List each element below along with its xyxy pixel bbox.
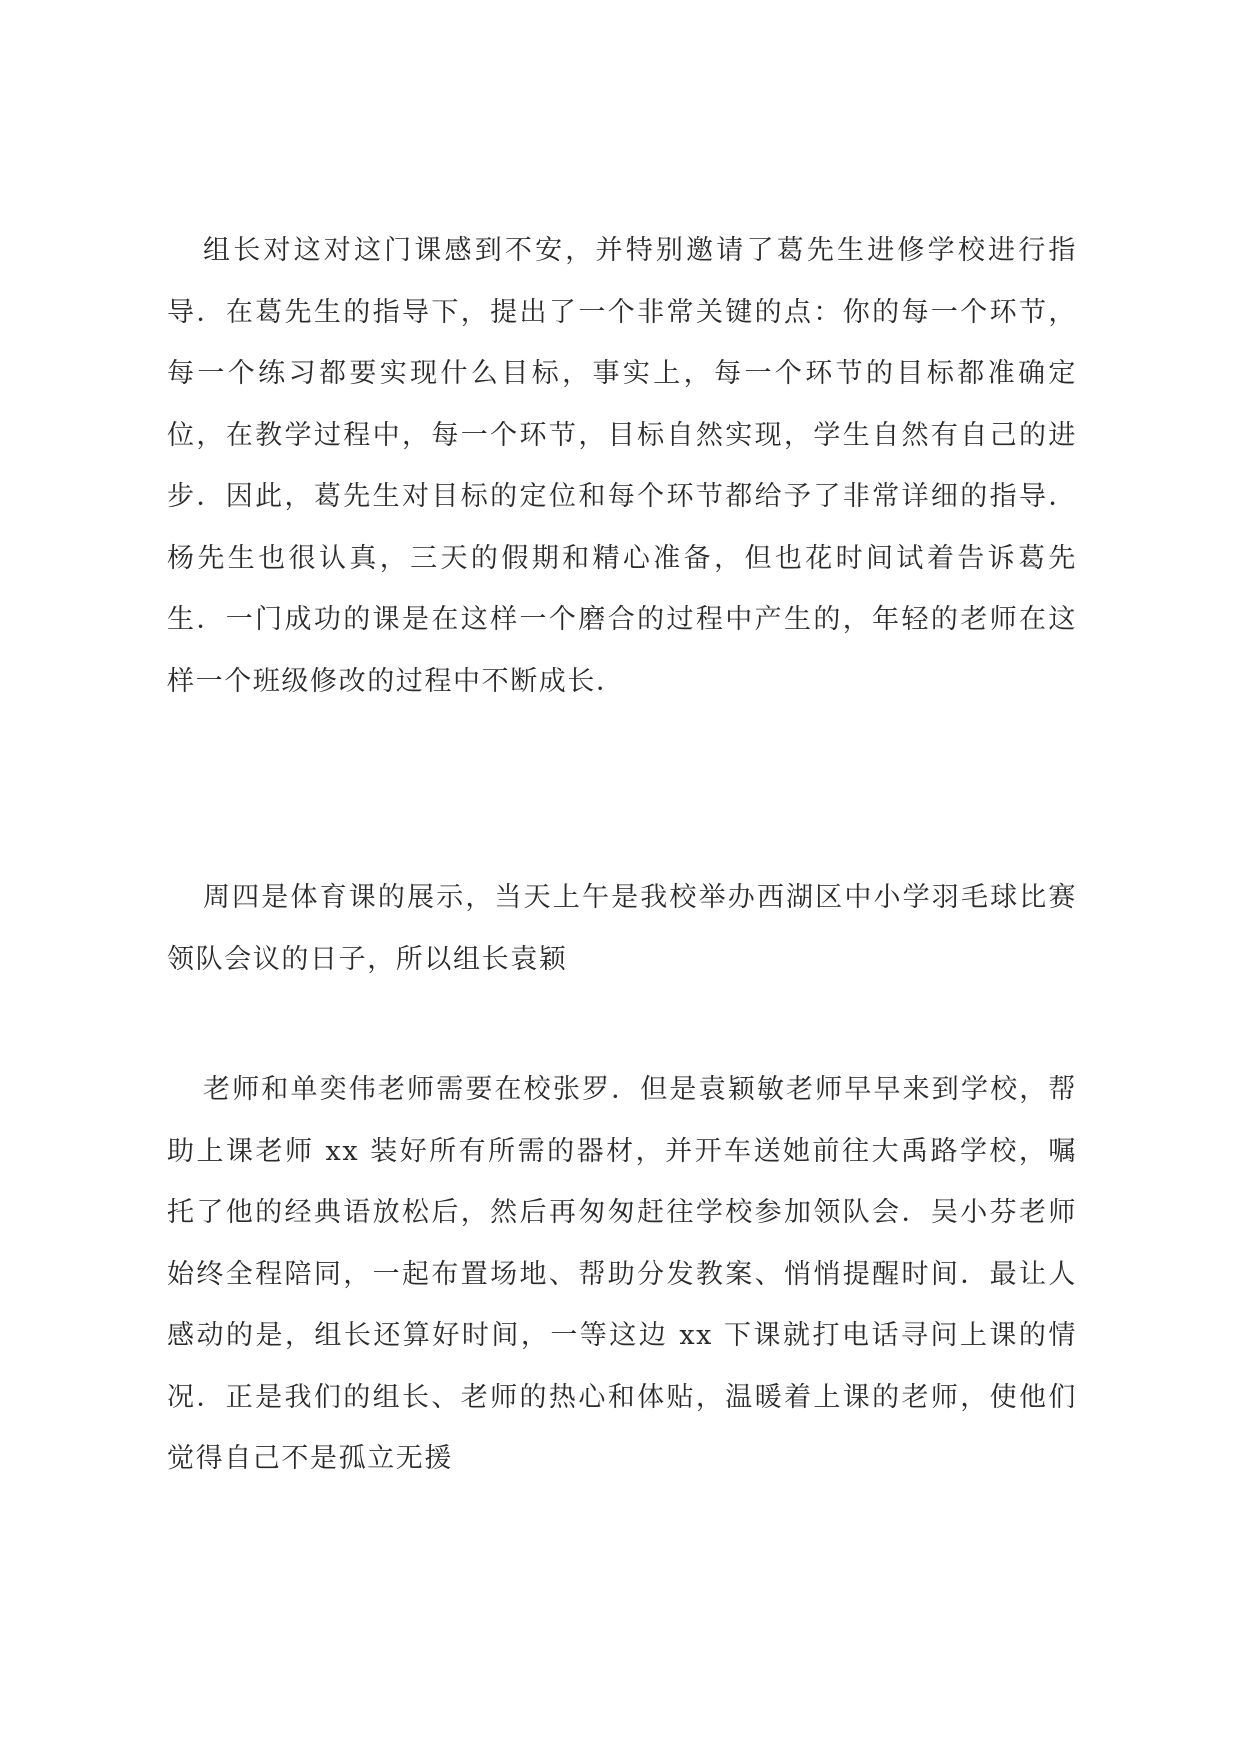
paragraph-teacher-support: 老师和单奕伟老师需要在校张罗．但是袁颖敏老师早早来到学校，帮助上课老师 xx 装好所有所需的器材，并开车送她前往大禹路学校，嘱托了他的经典语放松后，然后再匆匆赶往学校参加领队会．吴小芬老师始终全程陪同，一起布置场地、帮助分发教案、悄悄提醒时间．最让人感动的是，组长还算好时间，一等这边 xx 下课就打电话寻问上课的情况．正是我们的组长、老师的热心和体贴，温暖着上课的老师，使他们觉得自己不是孤立无援 bbox=[167, 1074, 1077, 1474]
paragraph-sports-lesson: 周四是体育课的展示，当天上午是我校举办西湖区中小学羽毛球比赛领队会议的日子，所以组长袁颖 bbox=[167, 882, 1077, 975]
paragraph-lesson-guidance: 组长对这对这门课感到不安，并特别邀请了葛先生进修学校进行指导．在葛先生的指导下，提出了一个非常关键的点：你的每一个环节，每一个练习都要实现什么目标，事实上，每一个环节的目标都准确定位，在教学过程中，每一个环节，目标自然实现，学生自然有自己的进步．因此，葛先生对目标的定位和每个环节都给予了非常详细的指导．杨先生也很认真，三天的假期和精心准备，但也花时间试着告诉葛先生．一门成功的课是在这样一个磨合的过程中产生的，年轻的老师在这样一个班级修改的过程中不断成长． bbox=[167, 235, 1077, 697]
